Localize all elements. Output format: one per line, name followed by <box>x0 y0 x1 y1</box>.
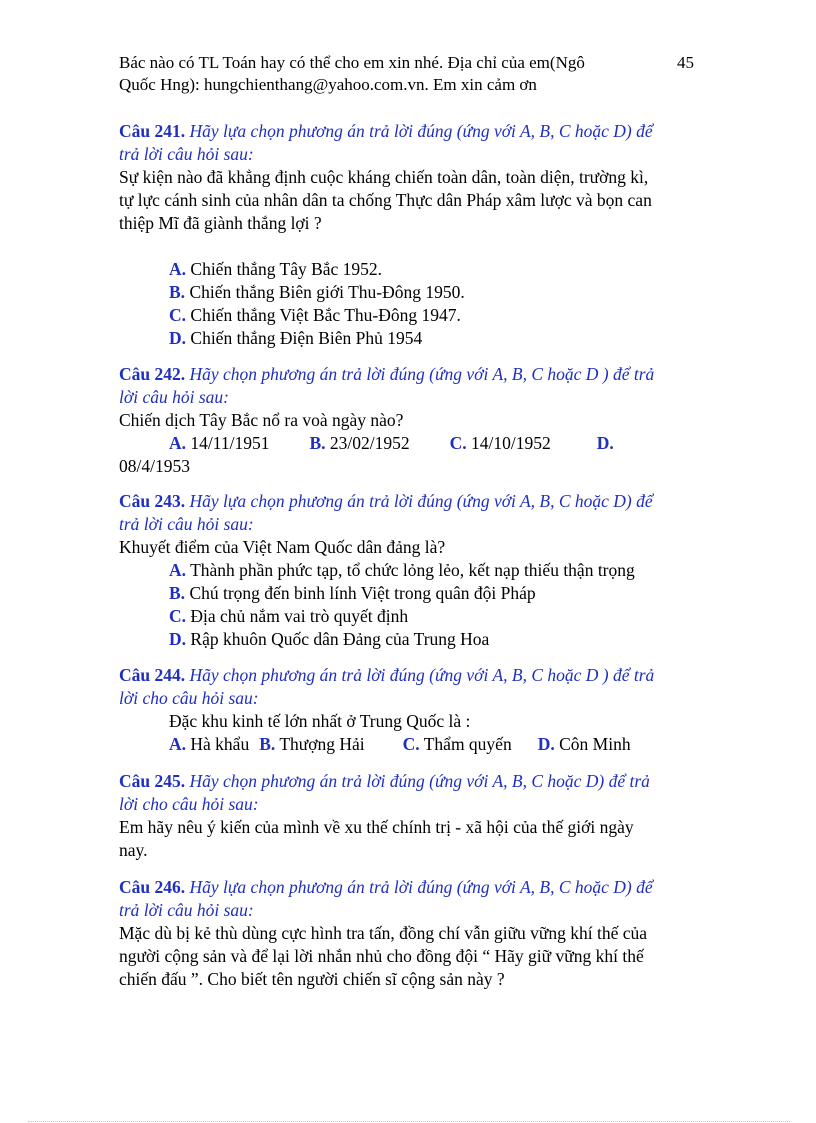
question-242 <box>119 363 699 478</box>
option-b <box>119 582 699 605</box>
question-instruction: Hãy lựa chọn phương án trả lời đúng (ứng với A, B, C hoặc D) để <box>185 491 653 511</box>
question-instruction-cont: lời cho câu hỏi sau: <box>119 688 259 708</box>
question-instruction-cont: trả lời câu hỏi sau: <box>119 900 254 920</box>
option-text: 23/02/1952 <box>325 433 410 453</box>
option-text: 14/10/1952 <box>466 433 551 453</box>
option-c <box>119 304 699 327</box>
question-number: Câu 242. <box>119 364 186 384</box>
question-instruction: Hãy chọn phương án trả lời đúng (ứng với A, B, C hoặc D ) để trả <box>185 364 655 384</box>
option-letter: A. <box>169 259 187 279</box>
options-row <box>119 432 699 455</box>
option-letter: C. <box>169 305 187 325</box>
question-instruction: Hãy lựa chọn phương án trả lời đúng (ứng với A, B, C hoặc D) để <box>185 121 653 141</box>
page-number: 45 <box>677 53 694 72</box>
question-number: Câu 246. <box>119 877 186 897</box>
options-row <box>119 733 699 756</box>
header-line-2: Quốc Hng): hungchienthang@yahoo.com.vn. Em xin cảm ơn <box>119 75 537 94</box>
question-text: Khuyết điểm của Việt Nam Quốc dân đảng là? <box>119 537 446 557</box>
option-letter: C. <box>402 734 420 754</box>
option-letter: C. <box>449 433 467 453</box>
option-letter: D. <box>596 433 614 453</box>
option-text: Chiến thắng Tây Bắc 1952. <box>186 259 383 279</box>
question-number: Câu 244. <box>119 665 186 685</box>
question-number: Câu 243. <box>119 491 186 511</box>
question-text: người cộng sản và để lại lời nhắn nhủ cho đồng đội “ Hãy giữ vững khí thế <box>119 946 644 966</box>
option-a <box>119 559 699 582</box>
question-246 <box>119 876 699 991</box>
question-245 <box>119 770 699 862</box>
option-text: Địa chủ nắm vai trò quyết định <box>186 606 409 626</box>
option-letter: D. <box>169 629 187 649</box>
option-letter: C. <box>169 606 187 626</box>
option-text: Chiến thắng Điện Biên Phủ 1954 <box>186 328 423 348</box>
page-bottom-divider <box>28 1121 790 1122</box>
option-text: Côn Minh <box>554 734 631 754</box>
question-number: Câu 245. <box>119 771 186 791</box>
question-243 <box>119 490 699 651</box>
option-letter: A. <box>169 734 187 754</box>
question-241 <box>119 120 699 350</box>
question-instruction: Hãy chọn phương án trả lời đúng (ứng với A, B, C hoặc D) để trả <box>185 771 650 791</box>
page-header <box>119 52 699 96</box>
option-text: 08/4/1953 <box>119 456 190 476</box>
question-instruction: Hãy chọn phương án trả lời đúng (ứng với A, B, C hoặc D ) để trả <box>185 665 655 685</box>
option-d <box>119 327 699 350</box>
option-a <box>119 258 699 281</box>
option-text: Thẩm quyến <box>419 734 512 754</box>
option-letter: B. <box>309 433 326 453</box>
option-text: 14/11/1951 <box>186 433 270 453</box>
question-text: Sự kiện nào đã khẳng định cuộc kháng chiến toàn dân, toàn diện, trường kì, <box>119 167 649 187</box>
option-text: Hà khẩu <box>186 734 250 754</box>
question-instruction: Hãy lựa chọn phương án trả lời đúng (ứng với A, B, C hoặc D) để <box>185 877 653 897</box>
header-line-1: Bác nào có TL Toán hay có thể cho em xin nhé. Địa chỉ của em(Ngô <box>119 53 585 72</box>
option-text: Rập khuôn Quốc dân Đảng của Trung Hoa <box>186 629 490 649</box>
question-instruction-cont: lời câu hỏi sau: <box>119 387 229 407</box>
question-text: Chiến dịch Tây Bắc nổ ra voà ngày nào? <box>119 410 404 430</box>
option-d <box>119 628 699 651</box>
option-b <box>119 281 699 304</box>
question-text: nay. <box>119 840 148 860</box>
option-text: Chiến thắng Biên giới Thu-Đông 1950. <box>185 282 465 302</box>
question-instruction-cont: trả lời câu hỏi sau: <box>119 514 254 534</box>
option-letter: D. <box>169 328 187 348</box>
question-text: chiến đấu ”. Cho biết tên người chiến sĩ cộng sản này ? <box>119 969 505 989</box>
option-letter: A. <box>169 560 187 580</box>
option-letter: D. <box>537 734 555 754</box>
question-text: Đặc khu kinh tế lớn nhất ở Trung Quốc là : <box>169 711 471 731</box>
option-letter: B. <box>169 583 186 603</box>
option-text: Thành phần phức tạp, tổ chức lỏng lẻo, kết nạp thiếu thận trọng <box>186 560 635 580</box>
question-instruction-cont: lời cho câu hỏi sau: <box>119 794 259 814</box>
option-text: Chú trọng đến binh lính Việt trong quân đội Pháp <box>185 583 536 603</box>
question-text: tự lực cánh sinh của nhân dân ta chống Thực dân Pháp xâm lược và bọn can <box>119 190 652 210</box>
question-244 <box>119 664 699 756</box>
question-text: Em hãy nêu ý kiến của mình về xu thế chính trị - xã hội của thế giới ngày <box>119 817 634 837</box>
question-text: thiệp Mĩ đã giành thắng lợi ? <box>119 213 322 233</box>
option-c <box>119 605 699 628</box>
option-letter: A. <box>169 433 187 453</box>
question-number: Câu 241. <box>119 121 186 141</box>
option-letter: B. <box>169 282 186 302</box>
question-text: Mặc dù bị kẻ thù dùng cực hình tra tấn, đồng chí vẫn giữu vững khí thế của <box>119 923 648 943</box>
option-text: Chiến thắng Việt Bắc Thu-Đông 1947. <box>186 305 461 325</box>
option-letter: B. <box>259 734 276 754</box>
option-text: Thượng Hải <box>275 734 365 754</box>
question-instruction-cont: trả lời câu hỏi sau: <box>119 144 254 164</box>
